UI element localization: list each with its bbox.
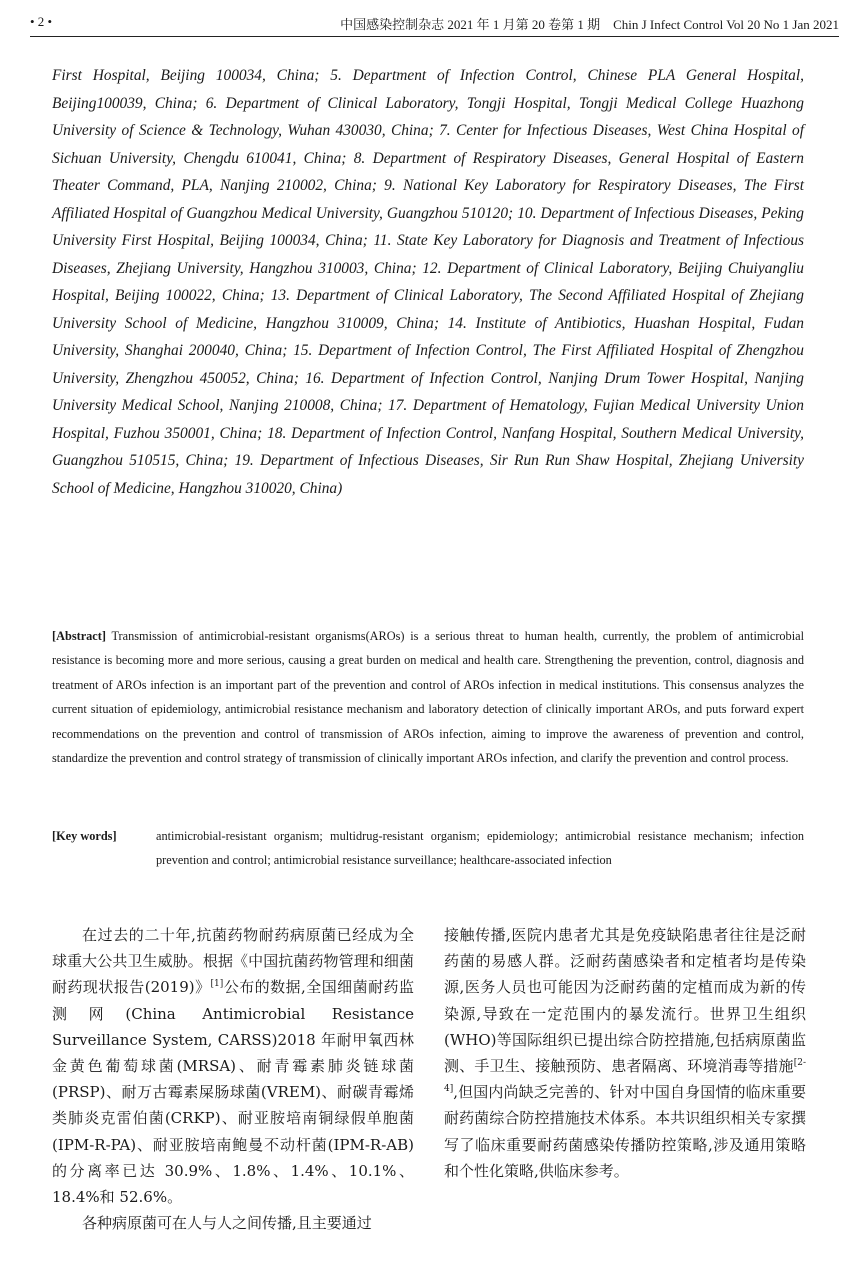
- paragraph-text: 接触传播,医院内患者尤其是免疫缺陷患者往往是泛耐药菌的易感人群。泛耐药菌感染者和定植者均是传染源,医务人员也可能因为泛耐药菌的定植而成为新的传染源,导致在一定范围内的暴发流行。世界卫生组织(WHO)等国际组织已提出综合防控措施,包括病原菌监测、手卫生、接触预防、患者隔离、环境消毒等措施: [444, 926, 806, 1076]
- abstract: [52, 624, 804, 770]
- citation-ref[interactable]: [2-4]: [444, 1058, 806, 1095]
- header-rule: [30, 36, 839, 37]
- affiliations: First Hospital, Beijing 100034, China; 5. Department of Infection Control, Chinese PLA General Hospital, Beijing100039, China; 6. Department of Clinical Laboratory, Tongji Hospital, Tongji Medical College Huazhong University of Science & Technology, Wuhan 430030, China; 7. Center for Infectious Diseases, West China Hospital of Sichuan University, Chengdu 610041, China; 8. Department of Respiratory Diseases, General Hospital of Eastern Theater Command, PLA, Nanjing 210002, China; 9. National Key Laboratory for Respiratory Diseases, The First Affiliated Hospital of Guangzhou Medical University, Guangzhou 510120; 10. Department of Infectious Diseases, Peking University First Hospital, Beijing 100034, China; 11. State Key Laboratory for Diagnosis and Treatment of Infectious Diseases, Zhejiang University, Hangzhou 310003, China; 12. Department of Clinical Laboratory, Beijing Chuiyangliu Hospital, Beijing 100022, China; 13. Department of Clinical Laboratory, The Second Affiliated Hospital of Zhejiang University School of Medicine, Hangzhou 310009, China; 14. Institute of Antibiotics, Huashan Hospital, Fudan University, Shanghai 200040, China; 15. Department of Infection Control, The First Affiliated Hospital of Zhengzhou University, Zhengzhou 450052, China; 16. Department of Infection Control, Nanjing Drum Tower Hospital, Nanjing University Medical School, Nanjing 210008, China; 17. Department of Hematology, Fujian Medical University Union Hospital, Fuzhou 350001, China; 18. Department of Infection Control, Nanfang Hospital, Southern Medical University, Guangzhou 510515, China; 19. Department of Infectious Diseases, Sir Run Run Shaw Hospital, Zhejiang University School of Medicine, Hangzhou 310020, China): [52, 67, 804, 497]
- body-column-right: [444, 922, 806, 1184]
- running-header: [30, 14, 839, 36]
- paragraph: 各种病原菌可在人与人之间传播,且主要通过: [82, 1214, 372, 1233]
- page-number: • 2 •: [30, 14, 53, 29]
- paragraph-text: 在过去的二十年,抗菌药物耐药病原菌已经成为全球重大公共卫生威胁。根据《中国抗菌药物管理和细菌耐药现状报告(2019)》: [52, 926, 414, 997]
- keywords-label: [Key words]: [52, 829, 117, 843]
- keywords-text: antimicrobial-resistant organism; multidrug-resistant organism; epidemiology; antimicrobial resistance mechanism; infection prevention and control; antimicrobial resistance surveillance; healthcare-associated infection: [156, 829, 804, 868]
- journal-running-title: 中国感染控制杂志 2021 年 1 月第 20 卷第 1 期 Chin J Infect Control Vol 20 No 1 Jan 2021: [340, 17, 839, 32]
- abstract-text: Transmission of antimicrobial-resistant organisms(AROs) is a serious threat to human health, currently, the problem of antimicrobial resistance is becoming more and more serious, causing a great burden on medical and health care. Strengthening the prevention, control, diagnosis and treatment of AROs infection is an important part of the prevention and control of AROs infection in medical institutions. This consensus analyzes the current situation of epidemiology, antimicrobial resistance mechanism and laboratory detection of clinically important AROs, and puts forward expert recommendations on the prevention and control of transmission of AROs infection, aiming to improve the awareness of prevention and control, standardize the prevention and control strategy of transmission of clinically important AROs infection, and clarify the prevention and control process.: [52, 629, 804, 766]
- body-column-left: [52, 922, 414, 1236]
- paragraph-text: 公布的数据,全国细菌耐药监测网(China Antimicrobial Resistance Surveillance System, CARSS)2018 年耐甲氧西林金黄色葡萄球菌(MRSA)、耐青霉素肺炎链球菌(PRSP)、耐万古霉素屎肠球菌(VREM)、耐碳青霉烯类肺炎克雷伯菌(CRKP)、耐亚胺培南铜绿假单胞菌(IPM-R-PA)、耐亚胺培南鲍曼不动杆菌(IPM-R-AB)的分离率已达 30.9%、1.8%、1.4%、10.1%、18.4%和 52.6%。: [52, 978, 414, 1207]
- paragraph-text: ,但国内尚缺乏完善的、针对中国自身国情的临床重要耐药菌综合防控措施技术体系。本共识组织相关专家撰写了临床重要耐药菌感染传播防控策略,涉及通用策略和个性化策略,供临床参考。: [444, 1083, 806, 1180]
- abstract-label: [Abstract]: [52, 629, 106, 643]
- keywords: [52, 824, 804, 873]
- citation-ref[interactable]: [1]: [210, 979, 224, 990]
- paragraph: [444, 922, 806, 1184]
- paragraph: [52, 922, 414, 1210]
